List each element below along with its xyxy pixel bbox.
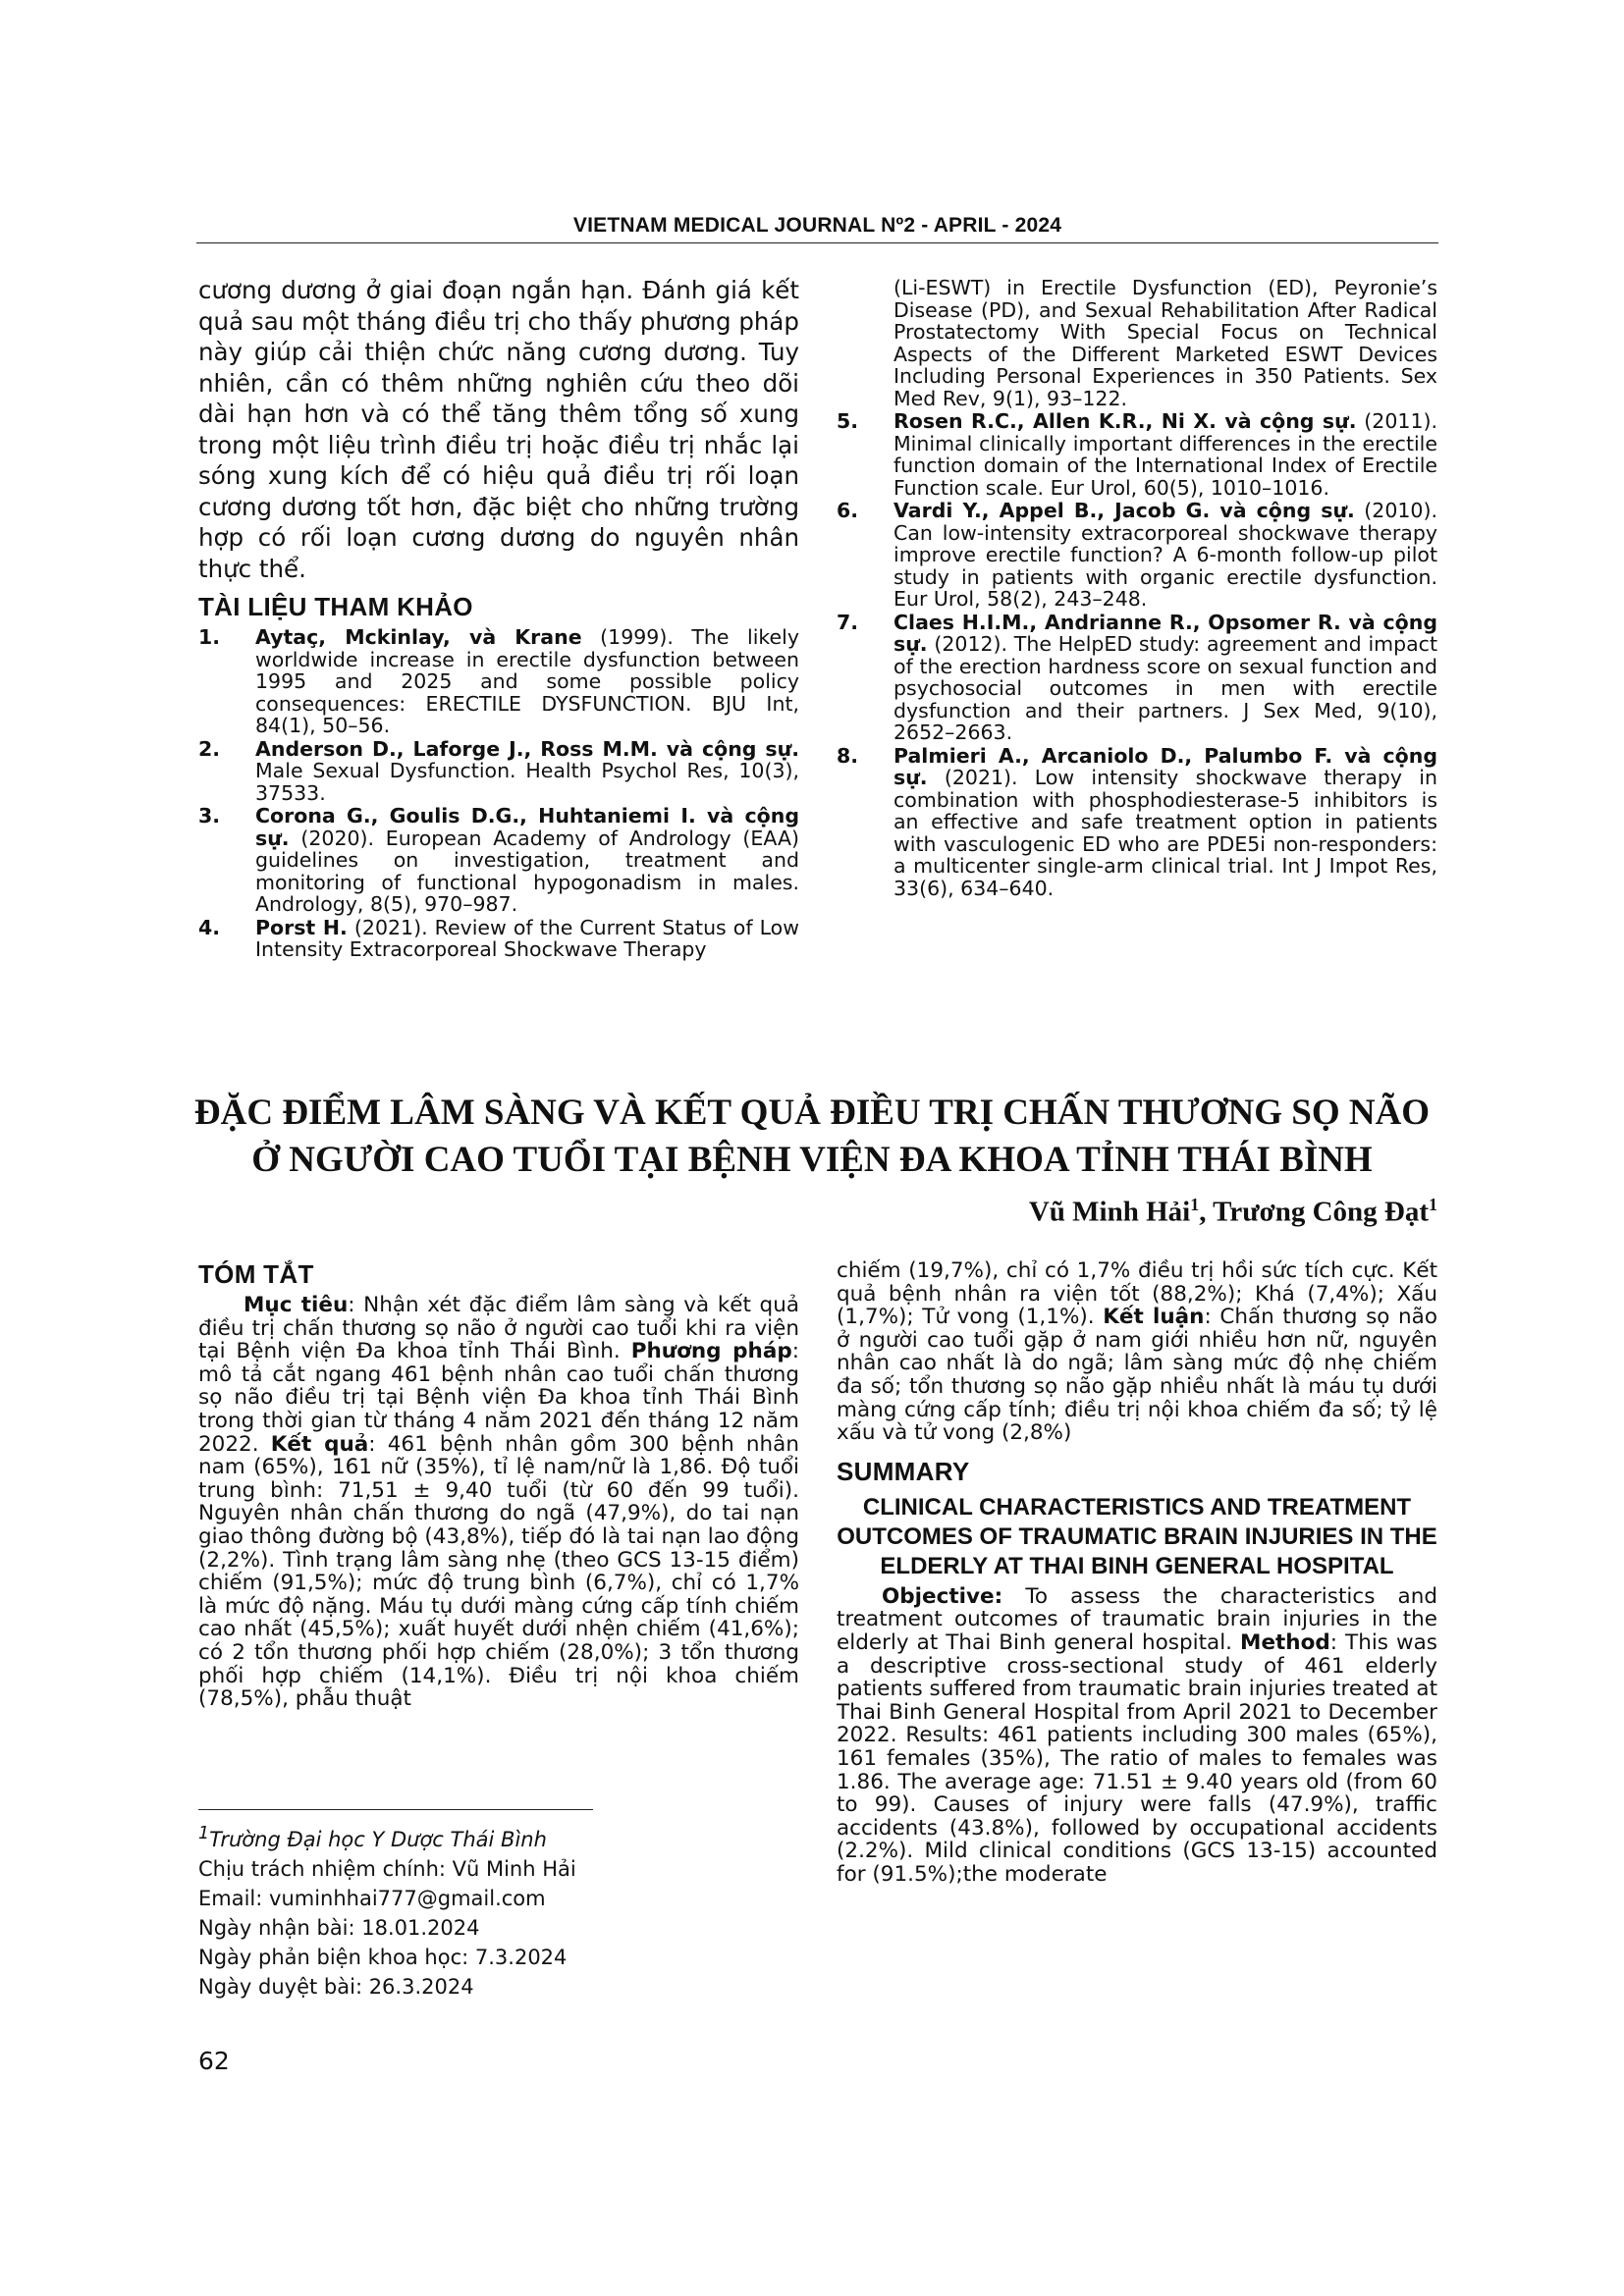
- summary-heading: SUMMARY: [837, 1456, 970, 1486]
- author-name: Vũ Minh Hải: [1028, 1196, 1191, 1228]
- reference-item: [837, 500, 1437, 611]
- reference-item: [837, 612, 1437, 744]
- reference-item: [198, 917, 799, 961]
- reference-authors: Anderson D., Laforge J., Ross M.M. và cộng sự.: [255, 736, 799, 761]
- objective-en-label: Objective:: [882, 1583, 1003, 1609]
- author-separator: ,: [1199, 1196, 1214, 1228]
- corresponding-author: Chịu trách nhiệm chính: Vũ Minh Hải: [198, 1857, 576, 1881]
- article-title: [147, 1090, 1477, 1184]
- running-head: VIETNAM MEDICAL JOURNAL Nº2 - APRIL - 2024: [572, 214, 1062, 237]
- abstract-en-text: [837, 1585, 1437, 1887]
- reference-number: 4.: [198, 915, 221, 939]
- objective-en-text: To assess the characteristics and treatment outcomes of traumatic brain injuries in the elderly at Thai Binh general hospital.: [837, 1583, 1437, 1655]
- reference-authors: Vardi Y., Appel B., Jacob G. và cộng sự.: [893, 499, 1355, 522]
- reference-text: (2020). European Academy of Andrology (EAA) guidelines on investigation, treatment and monitoring of functional hypogonadism in males. Andrology, 8(5), 970–987.: [255, 826, 799, 916]
- reference-authors: Rosen R.C., Allen K.R., Ni X. và cộng sự.: [893, 409, 1357, 433]
- conclusion-label: Kết luận: [1103, 1305, 1205, 1330]
- reference-authors: Claes H.I.M., Andrianne R., Opsomer R. và cộng sự.: [893, 610, 1437, 656]
- summary-en-title: CLINICAL CHARACTERISTICS AND TREATMENT OUTCOMES OF TRAUMATIC BRAIN INJURIES IN THE ELDERLY AT THAI BINH GENERAL HOSPITAL: [837, 1493, 1437, 1579]
- reference-number: 5.: [837, 409, 859, 433]
- reference-text: (2012). The HelpED study: agreement and impact of the erection hardness score on sexual function and psychosocial outcomes in men with erectile dysfunction and their partners. J Sex Med, 9(10), 2652–2663.: [893, 632, 1437, 744]
- reference-item: [198, 626, 799, 737]
- author-affil-mark: 1: [1429, 1195, 1437, 1214]
- accepted-date: Ngày duyệt bài: 26.3.2024: [198, 1975, 474, 1999]
- results-text: : 461 bệnh nhân gồm 300 bệnh nhân nam (65%), 161 nữ (35%), tỉ lệ nam/nữ là 1,86. Độ tuổi trung bình: 71,51 ± 9,40 tuổi (từ 60 đến 99 tuổi). Nguyên nhân chấn thương do ngã (47,9%), do tai nạn giao thông đường bộ (43,8%), tiếp đó là tai nạn lao động (2,2%). Tình trạng lâm sàng nhẹ (theo GCS 13-15 điểm) chiếm (91,5%); mức độ trung bình (6,7%), chỉ có 1,7% là mức độ nặng. Máu tụ dưới màng cứng cấp tính chiếm cao nhất (45,5%); xuất huyết dưới nhện chiếm (41,6%); có 2 tổn thương phối hợp chiếm (28,0%); 3 tổn thương phối hợp chiếm (14,1%). Điều trị nội khoa chiếm (78,5%), phẫu thuật: [198, 1431, 799, 1712]
- reference-text: (2021). Low intensity shockwave therapy in combination with phosphodiesterase-5 inhibitors is an effective and safe treatment option in patients with vasculogenic ED who are PDE5i non-responders: a multicenter single-arm clinical trial. Int J Impot Res, 33(6), 634–640.: [893, 766, 1437, 900]
- affiliation: [198, 1819, 799, 1854]
- abstract-vi-continuation: [837, 1259, 1437, 1445]
- abstract-right-column: [837, 1259, 1437, 1886]
- footnotes: [198, 1819, 799, 2002]
- prev-article-conclusion: cương dương ở giai đoạn ngắn hạn. Đánh giá kết quả sau một tháng điều trị cho thấy phương pháp này giúp cải thiện chức năng cương dương. Tuy nhiên, cần có thêm những nghiên cứu theo dõi dài hạn hơn và có thể tăng thêm tổng số xung trong một liệu trình điều trị hoặc điều trị nhắc lại sóng xung kích để có hiệu quả điều trị rối loạn cương dương tốt hơn, đặc biệt cho những trường hợp có rối loạn cương dương do nguyên nhân thực thể.: [198, 276, 799, 583]
- affiliation-mark: 1: [198, 1824, 210, 1843]
- affiliation-text: Trường Đại học Y Dược Thái Bình: [209, 1828, 547, 1851]
- method-en-label: Method: [1240, 1629, 1330, 1655]
- reference-authors: Palmieri A., Arcaniolo D., Palumbo F. và cộng sự.: [893, 743, 1437, 789]
- method-en-text: : This was a descriptive cross-sectional study of 461 elderly patients suffered from traumatic brain injuries treated at Thai Binh General Hospital from April 2021 to December 2022. Results: 461 patients including 300 males (65%), 161 females (35%), The ratio of males to females was 1.86. The average age: 71.51 ± 9.40 years old (from 60 to 99). Causes of injury were falls (47.9%), traffic accidents (43.8%), followed by occupational accidents (2.2%). Mild clinical conditions (GCS 13-15) accounted for (91.5%);the moderate: [837, 1629, 1437, 1887]
- references-title: TÀI LIỆU THAM KHẢO: [198, 592, 473, 621]
- abstract-vi-cont-text: chiếm (19,7%), chỉ có 1,7% điều trị hồi sức tích cực. Kết quả bệnh nhân ra viện tốt (88,2%); Khá (7,4%); Xấu (1,7%); Tử vong (1,1%).: [837, 1258, 1437, 1330]
- reference-number: 7.: [837, 610, 859, 634]
- results-label: Kết quả: [270, 1431, 369, 1457]
- reference-text: (2021). Review of the Current Status of Low Intensity Extracorporeal Shockwave Therapy: [255, 915, 799, 961]
- method-text: : mô tả cắt ngang 461 bệnh nhân cao tuổi chấn thương sọ não điều trị tại Bệnh viện Đa khoa tỉnh Thái Bình trong thời gian từ tháng 4 năm 2021 đến tháng 12 năm 2022.: [198, 1339, 800, 1457]
- reference-number: 6.: [837, 499, 859, 522]
- prev-article-left-column: [198, 275, 799, 962]
- objective-text: : Nhận xét đặc điểm lâm sàng và kết quả điều trị chấn thương sọ não ở người cao tuổi khi ra viện tại Bệnh viện Đa khoa tỉnh Thái Bình.: [198, 1293, 799, 1364]
- reference-authors: Corona G., Goulis D.G., Huhtaniemi I. và cộng sự.: [255, 804, 799, 850]
- article-authors: [1029, 1195, 1437, 1229]
- reference-text: (2011). Minimal clinically important differences in the erectile function domain of the International Index of Erectile Function scale. Eur Urol, 60(5), 1010–1016.: [893, 409, 1437, 500]
- references-list-left: [198, 626, 799, 961]
- conclusion-text: : Chấn thương sọ não ở người cao tuổi gặp ở nam giới nhiều hơn nữ, nguyên nhân cao nhất là do ngã; lâm sàng mức độ nhẹ chiếm đa số; tổn thương sọ não gặp nhiều nhất là máu tụ dưới màng cứng cấp tính; điều trị nội khoa chiếm đa số; tỷ lệ xấu và tử vong (2,8%): [837, 1305, 1437, 1446]
- objective-label: Mục tiêu: [244, 1293, 349, 1317]
- header-rule: [196, 242, 1438, 243]
- abstract-vi-title: TÓM TẮT: [198, 1259, 314, 1289]
- reference-item: [198, 738, 799, 805]
- reference-number: 3.: [198, 804, 221, 828]
- reference-authors: Aytaç, Mckinlay, và Krane: [255, 625, 582, 649]
- page-number: 62: [198, 2047, 230, 2075]
- reference-number: 1.: [198, 625, 221, 649]
- reference-item: [837, 410, 1437, 499]
- article-title-line-1: ĐẶC ĐIỂM LÂM SÀNG VÀ KẾT QUẢ ĐIỀU TRỊ CHẤN THƯƠNG SỌ NÃO: [193, 1093, 1431, 1133]
- prev-article-right-column: [837, 277, 1437, 900]
- author-affil-mark: 1: [1190, 1195, 1200, 1214]
- reference-text: (2010). Can low-intensity extracorporeal shockwave therapy improve erectile function? A 6-month follow-up pilot study in patients with organic erectile dysfunction. Eur Urol, 58(2), 243–248.: [893, 499, 1437, 611]
- author-name: Trương Công Đạt: [1213, 1196, 1429, 1228]
- received-date: Ngày nhận bài: 18.01.2024: [198, 1916, 480, 1940]
- review-date: Ngày phản biện khoa học: 7.3.2024: [198, 1946, 568, 1969]
- reference-number: 2.: [198, 736, 221, 761]
- reference-number: 8.: [837, 743, 859, 768]
- reference-item: [198, 805, 799, 916]
- reference-item: [837, 745, 1437, 900]
- reference-continuation: (Li-ESWT) in Erectile Dysfunction (ED), Peyronie’s Disease (PD), and Sexual Rehabilitation After Radical Prostatectomy With Special Focus on Technical Aspects of the Different Marketed ESWT Devices Including Personal Experiences in 350 Patients. Sex Med Rev, 9(1), 93–122.: [893, 276, 1437, 410]
- abstract-vi-text: [198, 1294, 799, 1711]
- references-list-right: [837, 277, 1437, 899]
- reference-text: Male Sexual Dysfunction. Health Psychol Res, 10(3), 37533.: [255, 759, 799, 805]
- email: Email: vuminhhai777@gmail.com: [198, 1887, 546, 1910]
- footnote-rule: [198, 1809, 593, 1810]
- reference-authors: Porst H.: [255, 915, 348, 939]
- abstract-vi-column: [198, 1259, 799, 1711]
- method-label: Phương pháp: [630, 1339, 792, 1364]
- article-title-line-2: Ở NGƯỜI CAO TUỔI TẠI BỆNH VIỆN ĐA KHOA TỈNH THÁI BÌNH: [251, 1140, 1373, 1180]
- reference-text: (1999). The likely worldwide increase in erectile dysfunction between 1995 and 2025 and some possible policy consequences: ERECTILE DYSFUNCTION. BJU Int, 84(1), 50–56.: [255, 625, 799, 737]
